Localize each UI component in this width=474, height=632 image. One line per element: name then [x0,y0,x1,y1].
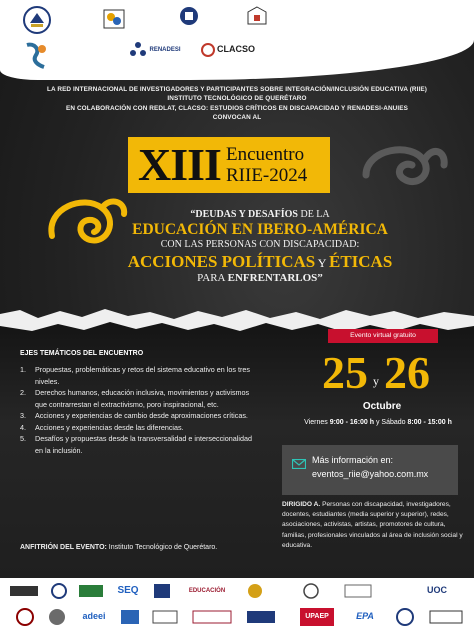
event-schedule [293,419,463,426]
footer-logo-21 [426,608,466,626]
eje-number: 4. [20,422,26,432]
footer-logo-band [0,578,474,632]
eje-text: Acciones y experiencias desde las diferencias. [35,422,184,432]
seq-logo [114,582,142,600]
eje-text: Desafíos y propuestas desde la transversalidad e interseccionalidad en la inclusión. [35,434,252,455]
theme-line-5-b: ENFRENTARLOS” [227,272,323,284]
swirl-ornament-top [360,135,450,195]
upaep-text: UPAEP [305,613,329,621]
eje-item [20,387,252,410]
educacion-text: EDUCACIÓN [188,587,226,594]
info-label: Más información en: [312,455,394,465]
schedule-d: 8:00 - 15:00 h [407,419,452,426]
clacso-logo [198,40,258,60]
theme-line-3: CON LAS PERSONAS CON DISCAPACIDAD: [160,239,360,250]
footer-logo-5 [150,582,174,600]
footer-logo-3 [76,582,106,600]
eje-item [20,410,252,422]
seq-text: SEQ [117,584,139,596]
footer-logo-12 [46,608,68,626]
event-dates [322,348,442,400]
event-riie: RIIE-2024 [226,165,308,186]
convocatoria-header [20,85,454,122]
footer-logo-9 [342,582,374,600]
eje-number: 2. [20,388,26,398]
mail-icon [292,459,306,469]
theme-line-4-b: ÉTICAS [328,252,393,271]
eje-item [20,422,252,434]
event-theme [120,209,400,284]
header-line-4: CONVOCAN AL [212,113,262,121]
upaep-logo [300,608,334,626]
dirigido-text: Personas con discapacidad, investigadores, docentes, estudiantes (media superior y superior), redes, asociaciones, activistas, artistas, promotores de cultura, familias, profesionales vinculados al área de inclusión social y educativa. [282,501,463,549]
riie-logo [100,6,128,32]
epa-text: EPA [356,611,374,622]
eje-text: Derechos humanos, educación inclusiva, movimientos y activismos que contrarrestan el extractivismo, poro inspiracional, etc. [35,388,250,409]
date-day-1: 25 [322,347,368,398]
footer-logo-14 [118,608,142,626]
eje-number: 3. [20,411,26,421]
date-connector: y [373,374,379,388]
unam-logo [20,4,54,36]
footer-logo-20 [394,608,416,626]
theme-line-2: EDUCACIÓN EN IBERO-AMÉRICA [132,221,388,238]
theme-line-1 [120,209,400,220]
header-line-2: INSTITUTO TECNOLÓGICO DE QUERÉTARO [167,95,307,103]
footer-logo-15 [150,608,180,626]
event-month: Octubre [362,401,402,412]
renadesi-text: RENADESI [149,46,181,53]
eje-item [20,433,252,456]
theme-line-4 [120,252,400,272]
dirigido-a [282,500,466,551]
adeei-text: adeei [82,611,106,622]
theme-line-1-bold: “DEUDAS Y DESAFÍOS [190,209,298,220]
footer-logo-16 [190,608,234,626]
epa-logo [350,608,380,626]
ejes-title: EJES TEMÁTICOS DEL ENCUENTRO [20,350,144,357]
schedule-a: Viernes [304,419,330,426]
info-email-link[interactable]: eventos_riie@yahoo.com.mx [312,469,429,479]
theme-line-1-rest: DE LA [297,209,330,220]
eje-item [20,364,252,387]
institution-logo-2 [246,5,268,27]
footer-logo-7 [244,582,266,600]
uoc-logo [412,582,462,600]
dirigido-label: DIRIGIDO A. [282,501,321,508]
anfitrion-value: Instituto Tecnológico de Querétaro. [106,544,218,551]
eje-number: 5. [20,434,26,444]
eje-text: Acciones y experiencias de cambio desde aproximaciones críticas. [35,411,248,421]
virtual-event-badge: Evento virtual gratuito [328,329,438,343]
footer-logo-8 [300,582,322,600]
header-line-3: EN COLABORACIÓN CON REDLAT, CLACSO: ESTUDIOS CRÍTICOS EN DISCAPACIDAD Y RENADESI-ANUIES [66,104,408,112]
anfitrion-label: ANFITRIÓN DEL EVENTO: [20,544,107,551]
date-day-2: 26 [384,347,430,398]
header-line-1: LA RED INTERNACIONAL DE INVESTIGADORES Y PARTICIPANTES SOBRE INTEGRACIÓN/INCLUSIÓN EDUCATIVA (RIIE) [47,86,427,93]
anfitrion [20,544,217,551]
tecnm-logo [178,5,200,27]
footer-logo-17 [244,608,278,626]
eje-number: 1. [20,365,26,374]
footer-logo-1 [6,582,42,600]
schedule-c: y Sábado [374,419,408,426]
swirl-ornament-yellow [44,188,130,254]
educacion-logo [180,582,234,600]
clacso-text: CLACSO [217,44,255,55]
info-box [282,445,458,495]
adeei-logo [76,608,112,626]
redlat-logo [20,39,54,71]
theme-line-4-a: ACCIONES POLÍTICAS [127,252,316,271]
event-encuentro: Encuentro [226,144,305,165]
event-edition: XIII [138,139,221,190]
footer-logo-11 [14,608,36,626]
theme-line-5-a: PARA [197,272,228,284]
theme-line-5 [120,272,400,284]
ejes-list [20,364,252,456]
eje-text: Propuestas, problemáticas y retos del sistema educativo en los tres niveles. [35,365,250,386]
footer-logo-2 [48,582,70,600]
event-title-box [128,137,330,193]
renadesi-logo [114,40,196,60]
theme-line-4-y: Y [315,256,329,270]
schedule-b: 9:00 - 16:00 h [329,419,375,426]
uoc-text: UOC [427,585,447,596]
